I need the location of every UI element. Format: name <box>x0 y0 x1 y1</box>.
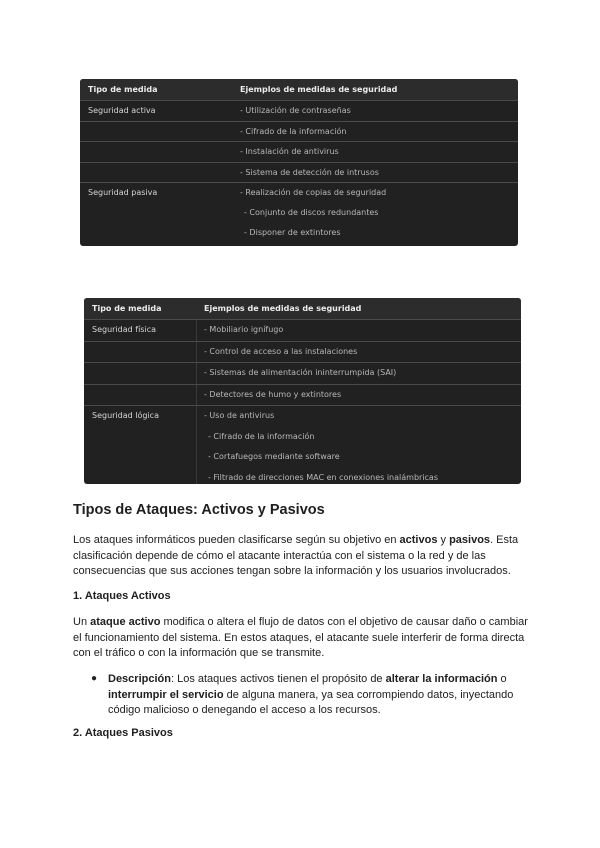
row-example: - Disponer de extintores <box>244 228 341 237</box>
header-type: Tipo de medida <box>88 85 158 94</box>
header-examples: Ejemplos de medidas de seguridad <box>240 85 398 94</box>
row-example: - Filtrado de direcciones MAC en conexiones inalámbricas <box>208 472 439 482</box>
table-header <box>80 79 518 101</box>
table-header <box>84 298 521 320</box>
active-attacks-paragraph <box>73 615 533 662</box>
row-example: - Detectores de humo y extintores <box>204 389 342 399</box>
row-example: - Conjunto de discos redundantes <box>244 208 379 217</box>
bold-term: ataque activo <box>90 616 161 628</box>
table-row <box>80 203 518 223</box>
table-row <box>84 385 521 407</box>
subheading-active-attacks: 1. Ataques Activos <box>73 590 171 602</box>
text-run: Un <box>73 616 91 628</box>
row-example: - Cifrado de la información <box>208 431 315 441</box>
row-example: - Control de acceso a las instalaciones <box>204 346 358 356</box>
bold-term: activos <box>399 534 438 546</box>
table-row <box>84 406 521 427</box>
row-example: - Sistema de detección de intrusos <box>240 167 379 177</box>
row-example: - Uso de antivirus <box>204 411 275 420</box>
subheading-passive-attacks: 2. Ataques Pasivos <box>73 727 173 739</box>
table-row <box>84 320 521 342</box>
header-examples: Ejemplos de medidas de seguridad <box>204 304 362 313</box>
section-title: Tipos de Ataques: Activos y Pasivos <box>73 502 325 518</box>
text-run: de alguna manera, ya sea corrompiendo datos, inyectando código malicioso o denegando el acceso a los recursos. <box>108 688 514 717</box>
table-row <box>80 223 518 243</box>
text-run: . Esta clasificación depende de cómo el atacante interactúa con el sistema o la red y de las consecuencias que sus acciones tengan sobre la información y los usuarios involucrados. <box>73 534 519 578</box>
row-example: - Cifrado de la información <box>240 126 347 136</box>
intro-paragraph <box>73 533 533 580</box>
text-run: o <box>497 673 507 685</box>
description-bullet <box>108 672 528 719</box>
table-row <box>84 427 521 448</box>
table-row <box>84 468 521 485</box>
table-row <box>80 183 518 203</box>
row-example: - Instalación de antivirus <box>240 147 339 156</box>
table-row <box>80 122 518 143</box>
bold-term: interrumpir el servicio <box>108 688 224 701</box>
table-row <box>84 447 521 468</box>
header-type: Tipo de medida <box>92 304 162 313</box>
row-example: - Sistemas de alimentación ininterrumpida (SAI) <box>204 368 397 377</box>
row-example: - Cortafuegos mediante software <box>208 452 340 461</box>
row-type: Seguridad lógica <box>92 411 159 420</box>
bullet-icon: ● <box>91 673 98 684</box>
text-run: : Los ataques activos tienen el propósito de <box>170 673 386 685</box>
text-run: Los ataques informáticos pueden clasificarse según su objetivo en <box>73 534 400 546</box>
row-example: - Realización de copias de seguridad <box>240 188 387 197</box>
row-type: Seguridad pasiva <box>88 188 158 197</box>
table-row <box>80 163 518 184</box>
row-type: Seguridad física <box>92 325 156 334</box>
bold-term: Descripción <box>108 673 171 685</box>
table-row <box>84 363 521 385</box>
security-measures-table-1 <box>80 79 518 246</box>
bold-term: pasivos <box>449 534 491 546</box>
row-example: - Mobiliario ignífugo <box>204 325 284 334</box>
security-measures-table-2 <box>84 298 521 484</box>
table-row <box>84 342 521 364</box>
row-type: Seguridad activa <box>88 106 156 115</box>
text-run: modifica o altera el flujo de datos con el objetivo de causar daño o cambiar el funcionamiento del sistema. En estos ataques, el atacante suele interferir de forma directa con el tráfico o con la información que se transmite. <box>73 616 528 660</box>
text-run: y <box>437 534 450 546</box>
bold-term: alterar la información <box>385 673 498 685</box>
table-row <box>80 101 518 122</box>
table-row <box>80 142 518 163</box>
row-example: - Utilización de contraseñas <box>240 106 351 115</box>
